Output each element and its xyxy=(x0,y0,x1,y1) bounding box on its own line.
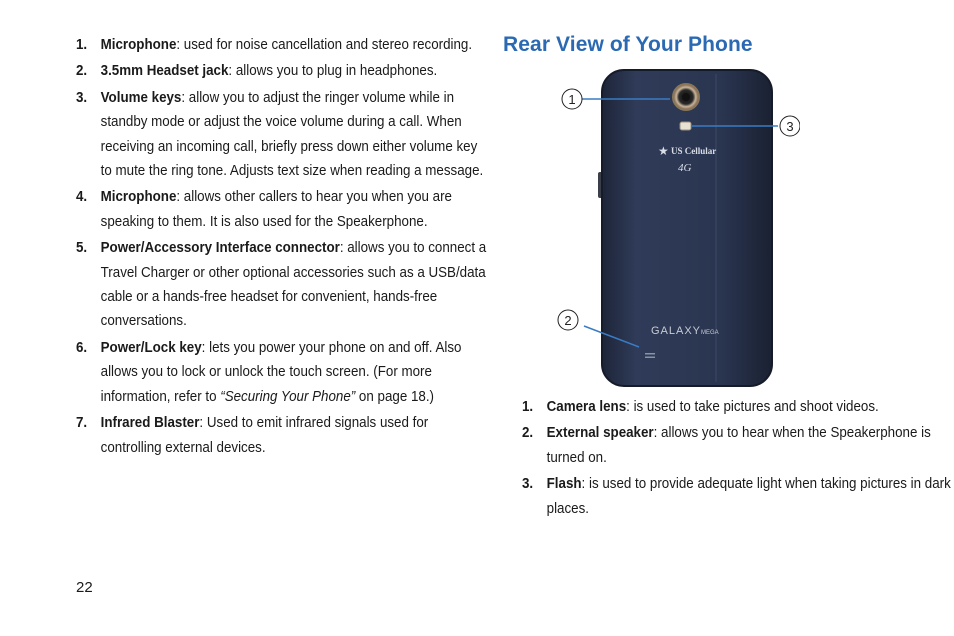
item-number: 3. xyxy=(76,88,88,106)
list-item xyxy=(522,472,954,521)
lens-center xyxy=(682,93,690,101)
model-label: MEGA xyxy=(701,330,719,336)
item-description: : allows other callers to hear you when you are speaking to them. It is also used for the Speakerphone. xyxy=(100,188,452,230)
external-speaker-icon xyxy=(645,353,655,355)
item-description-end: on page 18.) xyxy=(355,387,434,405)
list-item xyxy=(522,395,954,419)
item-term: Power/Lock key xyxy=(100,338,202,356)
list-item xyxy=(76,185,490,234)
item-number: 2. xyxy=(76,62,88,80)
cross-reference-link[interactable]: “Securing Your Phone” xyxy=(220,387,356,405)
item-term: Camera lens xyxy=(546,398,627,415)
page-number: 22 xyxy=(76,579,93,596)
list-item xyxy=(522,421,954,470)
phone-illustration xyxy=(550,64,800,394)
item-number: 5. xyxy=(76,239,88,257)
item-number: 4. xyxy=(76,188,88,206)
list-item xyxy=(76,33,490,57)
phone-rear-figure xyxy=(550,64,800,394)
callout-number-2: 2 xyxy=(564,313,572,328)
right-item-list xyxy=(522,395,951,521)
list-item xyxy=(76,86,490,184)
right-column xyxy=(522,395,951,523)
callout-number-1: 1 xyxy=(568,92,576,107)
brand-logo: GALAXY xyxy=(651,325,702,337)
item-term: Infrared Blaster xyxy=(100,414,200,432)
item-description: : Used to emit infrared signals used for controlling external devices. xyxy=(100,414,429,456)
item-number: 3. xyxy=(522,475,534,493)
item-description: : is used to take pictures and shoot videos. xyxy=(626,398,879,415)
item-term: Volume keys xyxy=(100,88,182,106)
phone-body xyxy=(602,70,772,386)
network-badge: 4G xyxy=(678,162,692,174)
item-description: : allows you to hear when the Speakerphone is turned on. xyxy=(546,424,931,466)
left-column xyxy=(76,33,487,462)
list-item xyxy=(76,411,490,460)
item-number: 1. xyxy=(76,36,88,53)
carrier-star-icon: ★ xyxy=(658,144,669,158)
item-term: Microphone xyxy=(100,36,177,53)
list-item xyxy=(76,236,490,334)
item-description: : used for noise cancellation and stereo recording. xyxy=(176,36,473,53)
item-number: 6. xyxy=(76,338,88,356)
item-description: : allows you to connect a Travel Charger or other optional accessories such as a USB/data cable or a hands-free headset for convenient, hands-free conversations. xyxy=(100,239,487,330)
item-term: External speaker xyxy=(546,424,654,442)
item-number: 2. xyxy=(522,424,534,442)
section-heading: Rear View of Your Phone xyxy=(503,33,753,56)
carrier-logo: US Cellular xyxy=(671,146,717,156)
item-description: : lets you power your phone on and off. Also allows you to lock or unlock the touch screen. (For more information, refer to xyxy=(100,338,462,405)
item-description: : allows you to plug in headphones. xyxy=(228,62,438,80)
left-item-list xyxy=(76,33,487,460)
item-number: 7. xyxy=(76,414,88,432)
item-term: Flash xyxy=(546,475,582,493)
item-term: 3.5mm Headset jack xyxy=(100,62,229,80)
item-term: Microphone xyxy=(100,188,177,206)
speaker-grille xyxy=(645,357,655,359)
list-item xyxy=(76,336,490,409)
list-item xyxy=(76,59,490,83)
item-description: : is used to provide adequate light when taking pictures in dark places. xyxy=(546,475,951,517)
item-description: : allow you to adjust the ringer volume while in standby mode or adjust the voice volume during a call. When receiving an incoming call, briefly press down either volume key to mute the ring tone. Adjusts text size when reading a message. xyxy=(100,88,484,180)
flash-icon xyxy=(680,122,691,130)
callout-number-3: 3 xyxy=(786,119,794,134)
item-number: 1. xyxy=(522,398,534,415)
item-term: Power/Accessory Interface connector xyxy=(100,239,340,257)
